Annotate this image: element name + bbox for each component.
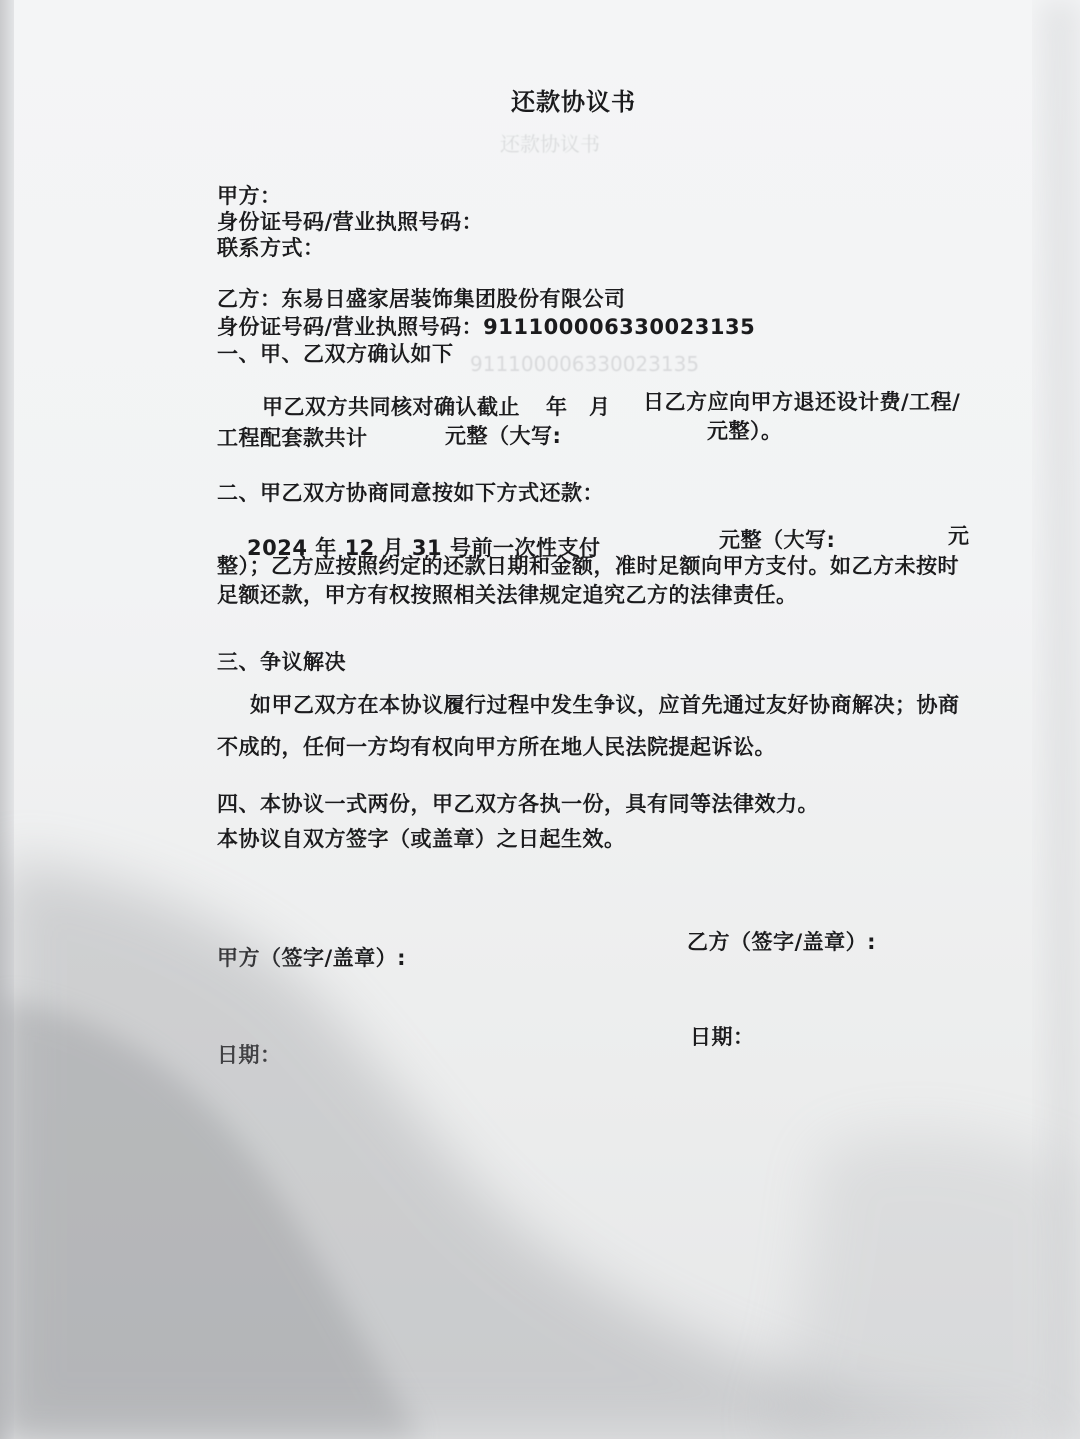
party-a-date-label: 日期： (217, 1043, 282, 1067)
party-a-id-label: 身份证号码/营业执照号码： (217, 210, 484, 234)
section1-line2-c: 元整）。 (707, 419, 783, 443)
document-title: 还款协议书 (511, 88, 636, 116)
section2-line3: 足额还款，甲方有权按照相关法律规定追究乙方的法律责任。 (217, 583, 798, 607)
show-through-title: 还款协议书 (500, 132, 600, 156)
section4-line2: 本协议自双方签字（或盖章）之日起生效。 (217, 827, 626, 851)
party-b-date-label: 日期： (690, 1025, 755, 1049)
section3-line1: 如甲乙双方在本协议履行过程中发生争议，应首先通过友好协商解决；协商 (250, 693, 960, 717)
show-through-id: 911100006330023135 (470, 352, 700, 376)
section1-line1-month: 月 (589, 395, 611, 419)
section2-line1-a: 2024 年 12 月 31 号前一次性支付 (247, 536, 601, 560)
section3-heading: 三、争议解决 (217, 650, 346, 674)
section1-line2-a: 工程配套款共计 (217, 426, 368, 450)
party-b-label: 乙方：东易日盛家居装饰集团股份有限公司 (217, 287, 626, 311)
section1-line1-b: 日乙方应向甲方退还设计费/工程/ (643, 390, 961, 414)
section1-line2-b: 元整（大写: (445, 424, 562, 448)
paper-edge (0, 0, 14, 1439)
section3-line2: 不成的，任何一方均有权向甲方所在地人民法院提起诉讼。 (217, 735, 776, 759)
party-b-id-line: 身份证号码/营业执照号码：911100006330023135 (217, 315, 756, 339)
section2-line2: 整）；乙方应按照约定的还款日期和金额，准时足额向甲方支付。如乙方未按时 (217, 554, 959, 578)
party-a-label: 甲方： (217, 184, 282, 208)
section2-heading: 二、甲乙双方协商同意按如下方式还款： (217, 481, 604, 505)
section1-line1-a: 甲乙双方共同核对确认截止 (262, 395, 520, 419)
section2-line1-c: 元 (948, 524, 970, 548)
party-a-contact-label: 联系方式： (217, 236, 325, 260)
party-a-signature-label: 甲方（签字/盖章）: (217, 946, 407, 970)
section4-line1: 四、本协议一式两份，甲乙双方各执一份，具有同等法律效力。 (217, 792, 819, 816)
section1-line1-year: 年 (546, 395, 568, 419)
section2-line1-b: 元整（大写: (719, 528, 836, 552)
section1-heading: 一、甲、乙双方确认如下 (217, 342, 454, 366)
party-b-signature-label: 乙方（签字/盖章）: (687, 930, 877, 954)
